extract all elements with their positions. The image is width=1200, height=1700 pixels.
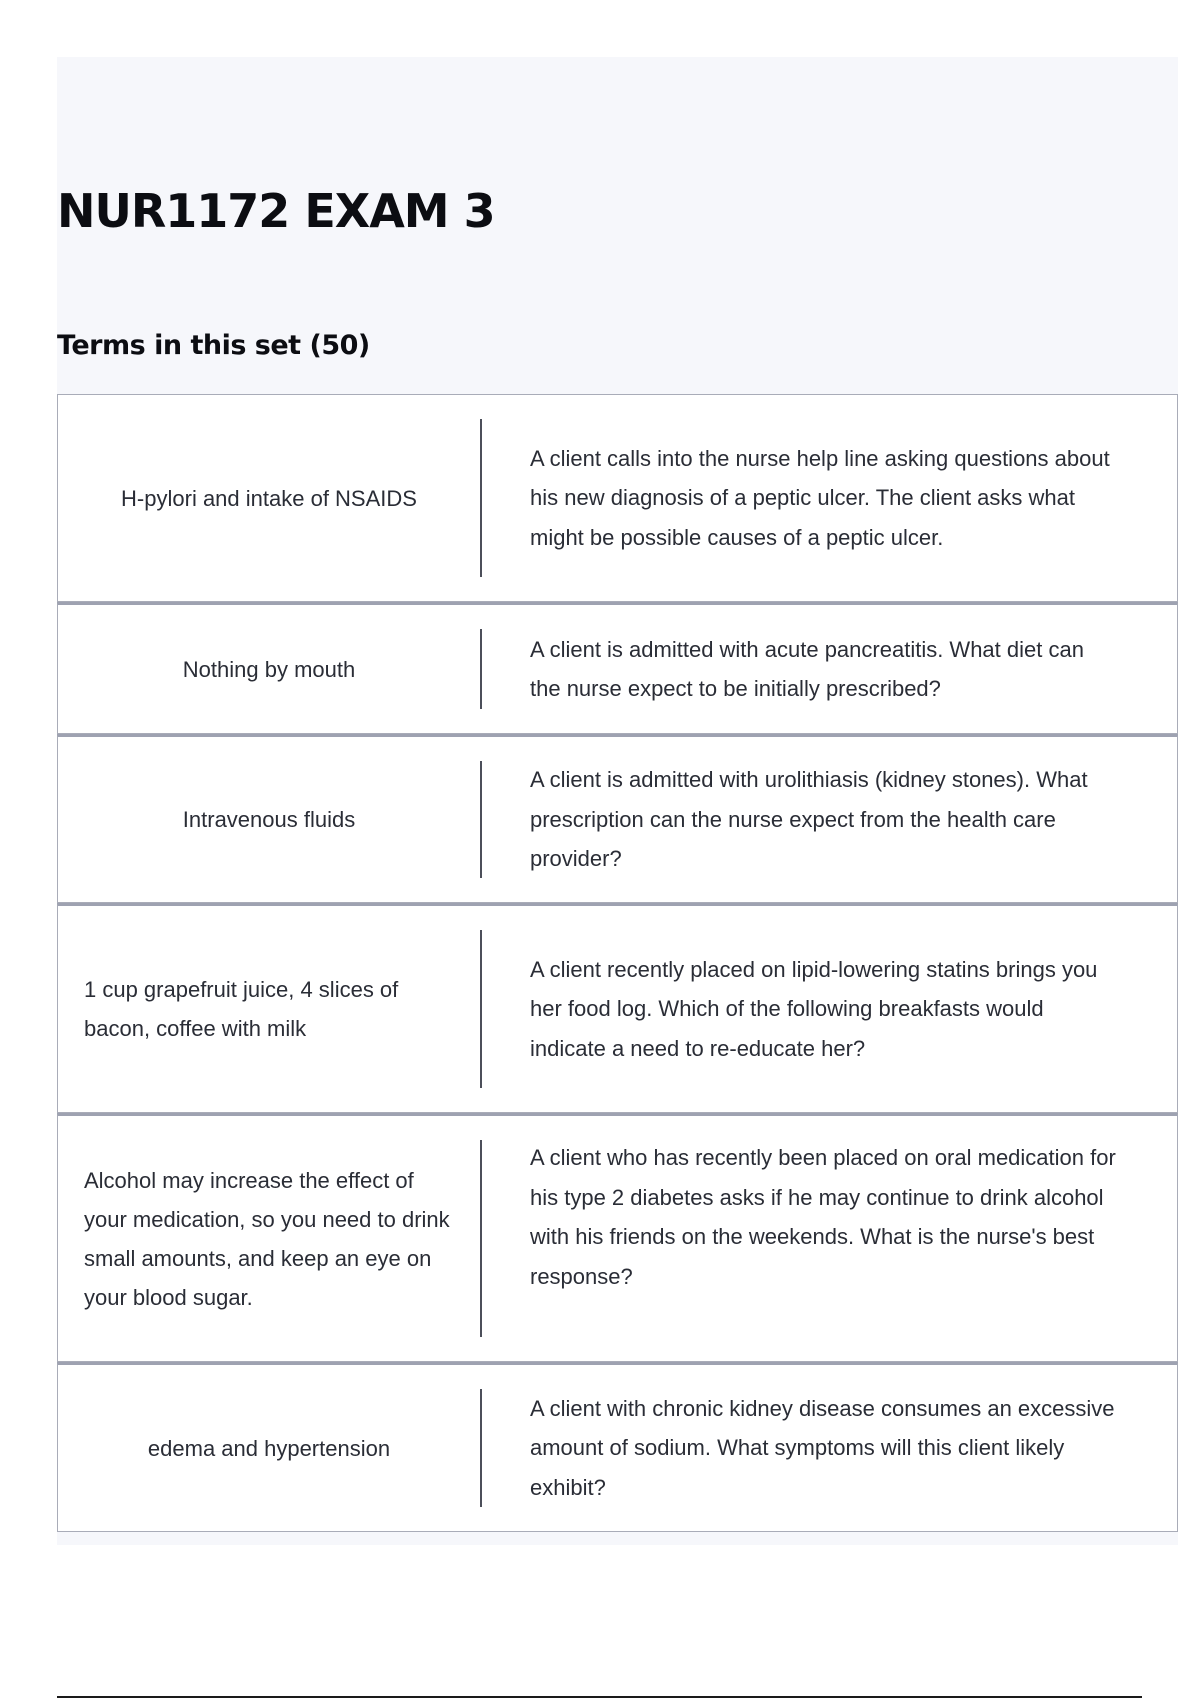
card-term: Nothing by mouth xyxy=(182,656,356,682)
card-definition: A client who has recently been placed on oral medication for his type 2 diabetes asks if he may continue to drink alcohol with his friends on the weekends. What is the nurse's best response? xyxy=(530,1145,1116,1289)
card-term: 1 cup grapefruit juice, 4 slices of bacon, coffee with milk xyxy=(84,977,399,1041)
footer-divider xyxy=(57,1696,1142,1698)
flashcard xyxy=(57,734,1178,903)
flashcard xyxy=(57,903,1178,1113)
card-definition: A client is admitted with acute pancreatitis. What diet can the nurse expect to be initially prescribed? xyxy=(530,636,1084,701)
card-definition: A client with chronic kidney disease consumes an excessive amount of sodium. What symptoms will this client likely exhibit? xyxy=(530,1395,1115,1500)
flashcard xyxy=(57,602,1178,734)
page-title: NUR1172 EXAM 3 xyxy=(57,184,495,238)
flashcard-list xyxy=(57,394,1178,1532)
flashcard xyxy=(57,1113,1178,1362)
card-definition: A client is admitted with urolithiasis (kidney stones). What prescription can the nurse expect from the health care provider? xyxy=(530,767,1088,872)
terms-count-heading: Terms in this set (50) xyxy=(57,330,370,361)
card-definition: A client recently placed on lipid-lowering statins brings you her food log. Which of the following breakfasts would indicate a need to re-educate her? xyxy=(530,956,1098,1061)
card-term: Intravenous fluids xyxy=(182,807,356,832)
flashcard xyxy=(57,1362,1178,1532)
flashcard xyxy=(57,394,1178,602)
card-definition: A client calls into the nurse help line asking questions about his new diagnosis of a peptic ulcer. The client asks what might be possible causes of a peptic ulcer. xyxy=(530,445,1110,550)
card-term: Alcohol may increase the effect of your medication, so you need to drink small amounts, and keep an eye on your blood sugar. xyxy=(84,1167,450,1310)
card-term: edema and hypertension xyxy=(147,1435,391,1461)
card-term: H-pylori and intake of NSAIDS xyxy=(121,485,417,511)
